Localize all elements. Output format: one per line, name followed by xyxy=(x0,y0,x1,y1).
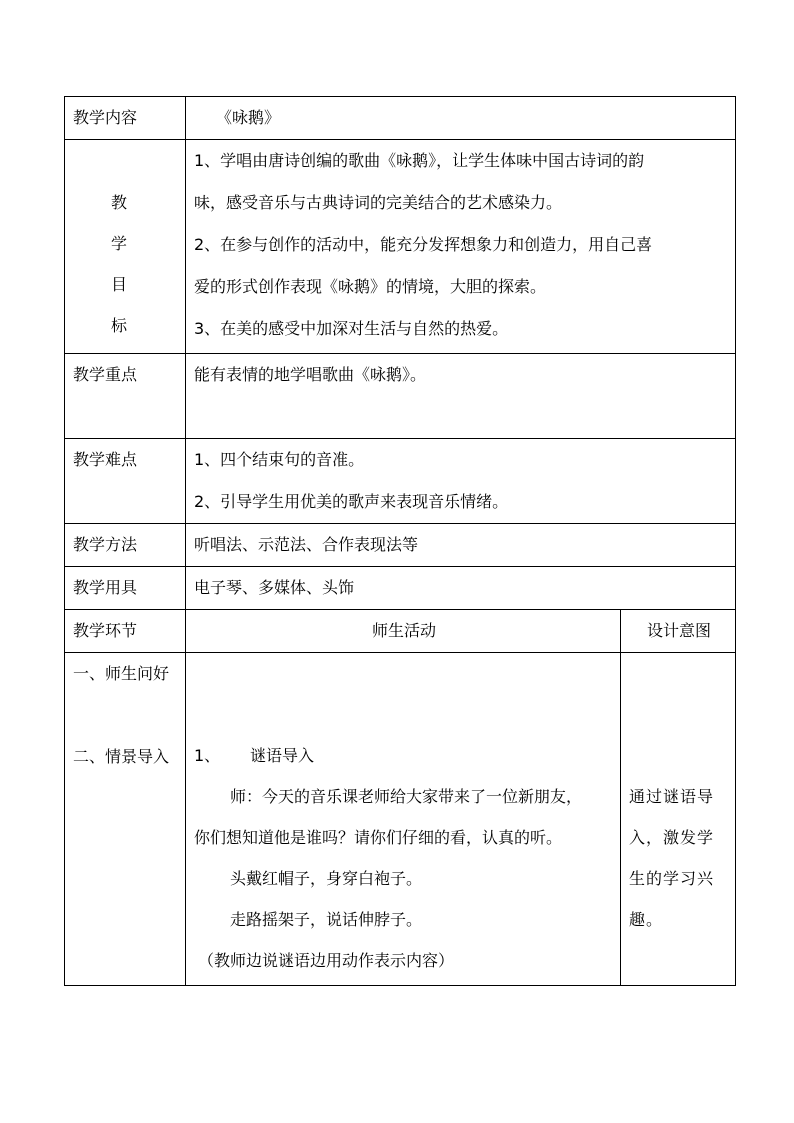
row-key-points xyxy=(65,354,736,439)
activity-line-4: 走路摇架子，说话伸脖子。 xyxy=(230,910,423,929)
activity-cell xyxy=(186,653,621,986)
stage-cell xyxy=(65,653,186,986)
riddle-title-line xyxy=(194,735,616,776)
row-methods xyxy=(65,524,736,567)
stage-1: 一、师生问好 xyxy=(73,664,170,683)
difficulties-content xyxy=(186,439,736,524)
goal-line-3: 2、在参与创作的活动中，能充分发挥想象力和创造力，用自己喜 xyxy=(194,235,653,254)
design-line-1: 通过谜语导 xyxy=(629,787,715,806)
design-line-4: 趣。 xyxy=(629,910,664,929)
difficulties-label: 教学难点 xyxy=(65,439,186,524)
stage-header: 教学环节 xyxy=(65,610,186,653)
activity-line-3: 头戴红帽子，身穿白袍子。 xyxy=(230,869,423,888)
key-points-label: 教学重点 xyxy=(65,354,186,439)
row-goals xyxy=(65,140,736,354)
goal-line-4: 爱的形式创作表现《咏鹅》的情境，大胆的探索。 xyxy=(194,277,547,296)
row-process-body xyxy=(65,653,736,986)
difficulty-line-2: 2、引导学生用优美的歌声来表现音乐情绪。 xyxy=(194,492,509,511)
goal-line-2: 味，感受音乐与古典诗词的完美结合的艺术感染力。 xyxy=(194,193,563,212)
goal-line-1: 1、学唱由唐诗创编的歌曲《咏鹅》，让学生体味中国古诗词的韵 xyxy=(194,151,645,170)
design-header: 设计意图 xyxy=(621,610,736,653)
design-cell xyxy=(621,653,736,986)
activity-line-1: 师：今天的音乐课老师给大家带来了一位新朋友， xyxy=(230,787,583,806)
difficulty-line-1: 1、四个结束句的音准。 xyxy=(194,450,365,469)
activity-line-2: 你们想知道他是谁吗？请你们仔细的看，认真的听。 xyxy=(194,828,563,847)
row-content xyxy=(65,97,736,140)
row-process-header xyxy=(65,610,736,653)
methods-label: 教学方法 xyxy=(65,524,186,567)
row-tools xyxy=(65,567,736,610)
content-value: 《咏鹅》 xyxy=(186,97,736,140)
methods-value: 听唱法、示范法、合作表现法等 xyxy=(186,524,736,567)
goals-label-char-2: 学 xyxy=(110,234,127,253)
lesson-plan-table xyxy=(64,96,736,986)
goals-label-char-1: 教 xyxy=(110,193,127,212)
design-line-3: 生的学习兴 xyxy=(629,869,715,888)
tools-label: 教学用具 xyxy=(65,567,186,610)
riddle-number: 1、 xyxy=(194,746,221,765)
goals-label xyxy=(65,140,186,354)
activity-line-5: （教师边说谜语边用动作表示内容） xyxy=(198,951,455,970)
riddle-title: 谜语导入 xyxy=(250,746,315,765)
goal-line-5: 3、在美的感受中加深对生活与自然的热爱。 xyxy=(194,319,509,338)
design-line-2: 入，激发学 xyxy=(629,828,715,847)
content-label: 教学内容 xyxy=(65,97,186,140)
tools-value: 电子琴、多媒体、头饰 xyxy=(186,567,736,610)
row-difficulties xyxy=(65,439,736,524)
goals-label-char-4: 标 xyxy=(110,316,127,335)
stage-2: 二、情景导入 xyxy=(73,747,170,766)
activity-header: 师生活动 xyxy=(186,610,621,653)
goals-label-char-3: 目 xyxy=(110,275,127,294)
goals-content xyxy=(186,140,736,354)
key-points-value: 能有表情的地学唱歌曲《咏鹅》。 xyxy=(186,354,736,439)
